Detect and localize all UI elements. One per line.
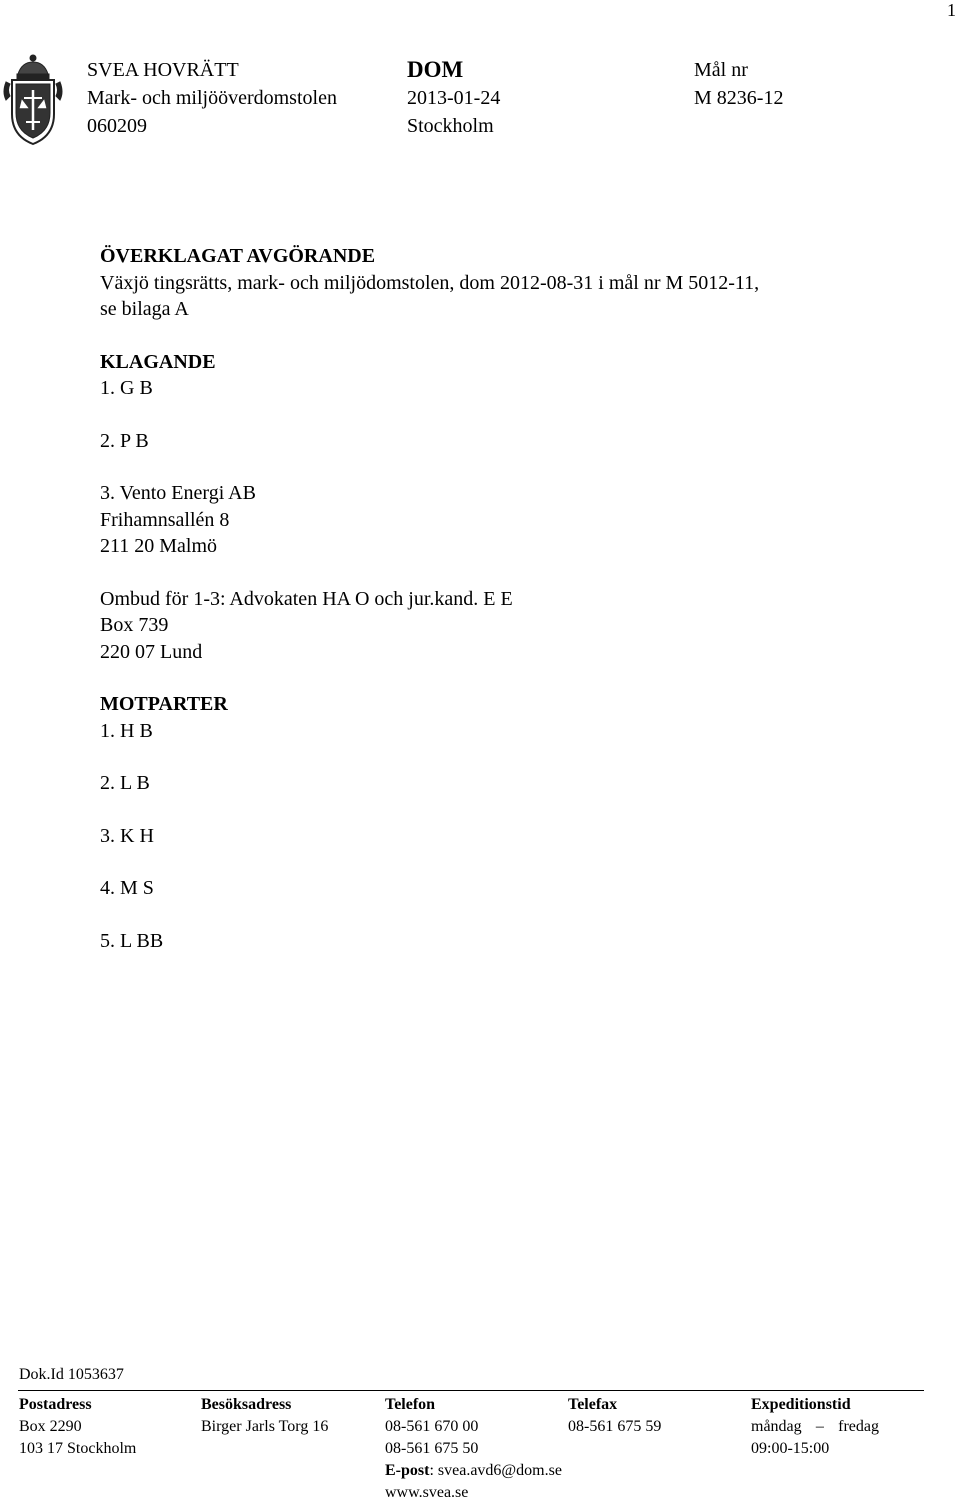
case-number: M 8236-12 (694, 87, 784, 109)
appellant-party: 3. Vento Energi AB (100, 482, 256, 504)
appealed-decision-heading: ÖVERKLAGAT AVGÖRANDE (100, 245, 376, 267)
court-name: SVEA HOVRÄTT (87, 59, 239, 81)
court-header (87, 56, 337, 140)
counsel-line: Ombud för 1-3: Advokaten HA O och jur.kand. E E (100, 587, 513, 610)
visiting-line: Birger Jarls Torg 16 (201, 1418, 329, 1435)
email-label: E-post (385, 1462, 430, 1479)
email-row (385, 1460, 562, 1482)
hours-day-from: måndag (751, 1418, 802, 1435)
judgment-title: DOM (407, 57, 464, 82)
footer-hours (751, 1394, 879, 1460)
fax-label: Telefax (568, 1396, 618, 1413)
respondents-heading: MOTPARTER (100, 693, 228, 715)
website-link[interactable]: www.svea.se (385, 1484, 469, 1501)
email-link[interactable]: : svea.avd6@dom.se (429, 1462, 562, 1479)
phone-label: Telefon (385, 1396, 436, 1413)
document-id: Dok.Id 1053637 (19, 1366, 124, 1383)
postal-line: 103 17 Stockholm (19, 1440, 137, 1457)
respondent-party: 4. M S (100, 877, 154, 899)
respondent-party: 1. H B (100, 719, 153, 742)
footer-phone (385, 1394, 562, 1504)
phone-line: 08-561 675 50 (385, 1440, 479, 1457)
case-label: Mål nr (694, 59, 748, 81)
court-code: 060209 (87, 115, 147, 137)
footer-visiting (201, 1394, 328, 1438)
judgment-place: Stockholm (407, 115, 494, 137)
appealed-decision-line: Växjö tingsrätts, mark- och miljödomstolen, dom 2012-08-31 i mål nr M 5012-11, (100, 271, 760, 294)
footer-divider (18, 1390, 924, 1391)
appellant-address: 211 20 Malmö (100, 535, 218, 557)
case-header (694, 56, 783, 112)
appellants-heading: KLAGANDE (100, 350, 216, 373)
hours-days (751, 1416, 879, 1438)
visiting-label: Besöksadress (201, 1396, 292, 1413)
hours-label: Expeditionstid (751, 1396, 851, 1413)
respondent-party: 2. L B (100, 772, 150, 794)
appellant-party: 1. G B (100, 377, 153, 399)
postal-line: Box 2290 (19, 1418, 82, 1435)
counsel-address: 220 07 Lund (100, 640, 203, 663)
document-body (100, 243, 920, 954)
appellant-address: Frihamnsallén 8 (100, 508, 230, 531)
appellant-party: 2. P B (100, 429, 149, 452)
judgment-header (407, 56, 500, 140)
footer-fax (568, 1394, 661, 1438)
hours-dash: – (815, 1418, 824, 1435)
respondent-party: 3. K H (100, 824, 154, 847)
page-number: 1 (947, 0, 956, 20)
coat-of-arms-logo (2, 52, 64, 148)
footer-postal (19, 1394, 136, 1460)
respondent-party: 5. L BB (100, 929, 164, 952)
judgment-date: 2013-01-24 (407, 87, 501, 109)
postal-label: Postadress (19, 1396, 92, 1413)
court-department: Mark- och miljööverdomstolen (87, 87, 337, 109)
hours-time: 09:00-15:00 (751, 1440, 830, 1457)
hours-day-to: fredag (838, 1418, 879, 1435)
counsel-address: Box 739 (100, 614, 169, 636)
phone-line: 08-561 670 00 (385, 1418, 479, 1435)
appealed-decision-line: se bilaga A (100, 298, 189, 320)
fax-line: 08-561 675 59 (568, 1418, 662, 1435)
